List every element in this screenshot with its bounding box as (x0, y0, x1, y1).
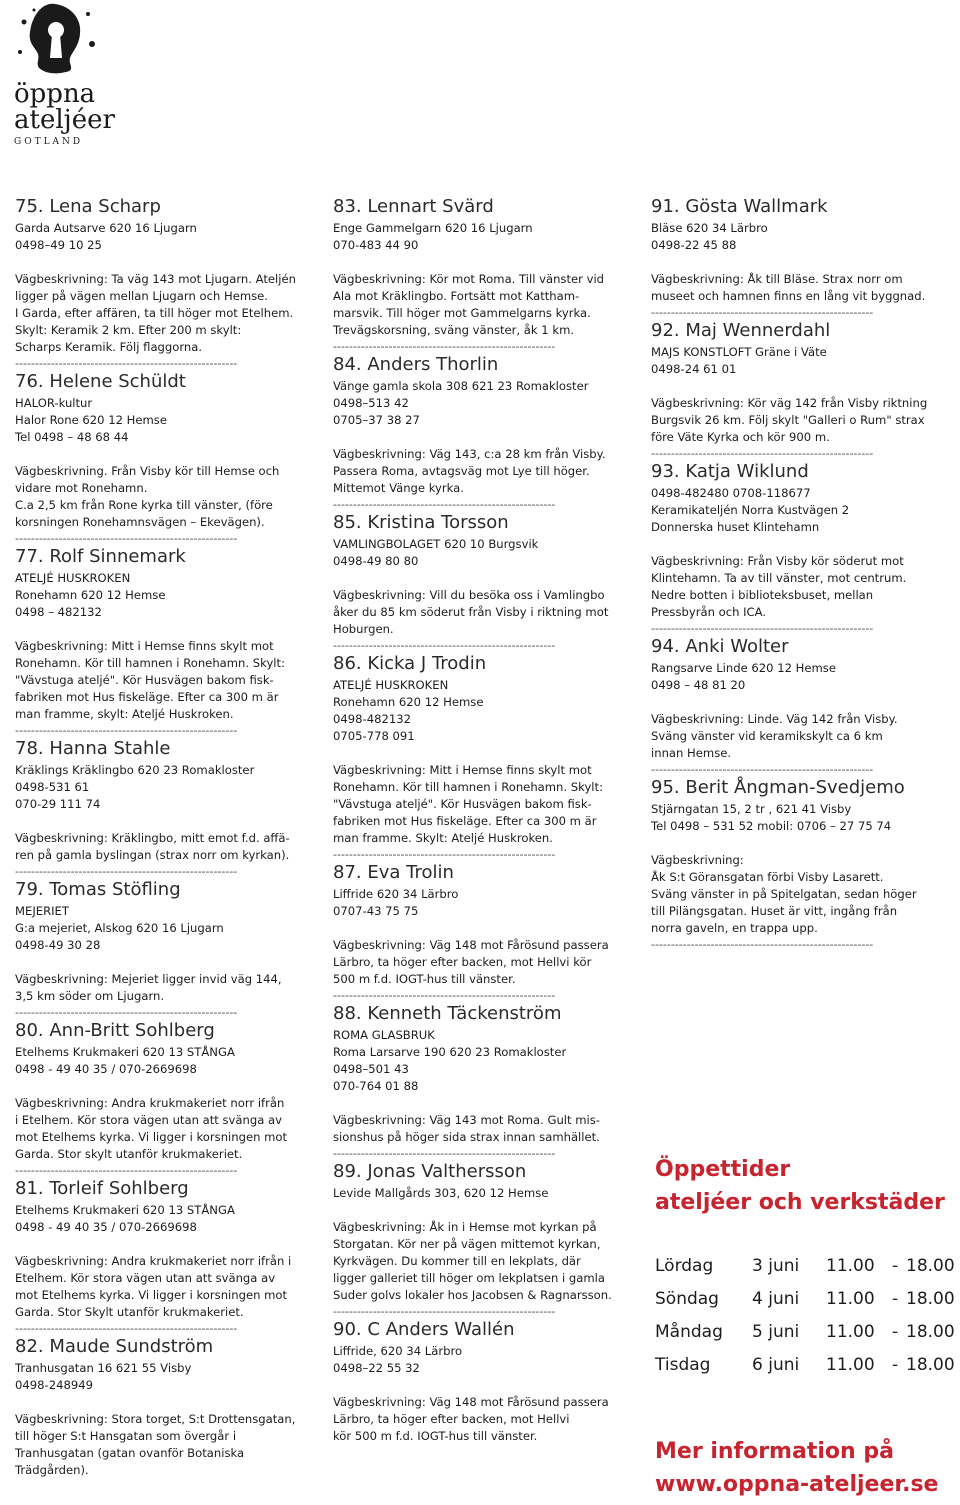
artist-heading: 93. Katja Wiklund (651, 461, 809, 482)
entry-line: kör 500 m f.d. IOGT-hus till vänster. (333, 1429, 538, 1443)
entry-line: 0707-43 75 75 (333, 904, 419, 918)
entry-line: 0498–49 10 25 (15, 238, 102, 252)
entry-line: Vägbeskrivning: Kör mot Roma. Till vänster vid (333, 272, 605, 286)
hours-day: Söndag (655, 1289, 719, 1309)
entry-line: marsvik. Till höger mot Gammelgarns kyrka. (333, 306, 591, 320)
entry-line: ligger på vägen mellan Ljugarn och Hemse. (15, 289, 268, 303)
entry-line: 0498-22 45 88 (651, 238, 737, 252)
entry-line: Vägbeskrivning: Väg 148 mot Fårösund passera (333, 938, 609, 952)
separator: -------------------------------------------------------- (333, 340, 556, 353)
separator: -------------------------------------------------------- (333, 639, 556, 652)
separator: -------------------------------------------------------- (651, 938, 874, 951)
entry-line: 0498–513 42 (333, 396, 409, 410)
entry-line: Levide Mallgårds 303, 620 12 Hemse (333, 1186, 549, 1200)
hours-date: 6 juni (752, 1355, 800, 1375)
entry-line: man framme. Skylt: Ateljé Huskroken. (333, 831, 553, 845)
entry-line: i Etelhem. Kör stora vägen utan att svänga av (15, 1113, 282, 1127)
entry-line: Pressbyrån och ICA. (651, 605, 767, 619)
entry-line: 070-483 44 90 (333, 238, 419, 252)
entry-line: museet och hamnen finns en lång vit byggnad. (651, 289, 926, 303)
entry-line: Klintehamn. Ta av till vänster, mot centrum. (651, 571, 907, 585)
artist-entry (333, 653, 623, 847)
artist-entry (333, 1161, 623, 1304)
entry-line: Suder golvs lokaler hos Jacobsen & Ragnarsson. (333, 1288, 612, 1302)
hours-dash: - (892, 1322, 899, 1342)
spacer (15, 254, 305, 271)
spacer (651, 694, 951, 711)
artist-entry (15, 738, 305, 864)
spacer (333, 1377, 623, 1394)
entry-line: ligger galleriet till höger om lekplatsen i gamla (333, 1271, 605, 1285)
artist-heading: 90. C Anders Wallén (333, 1319, 515, 1340)
entry-line: Etelhems Krukmakeri 620 13 STÅNGA (15, 1203, 235, 1217)
artist-entry (651, 461, 951, 621)
website-link[interactable]: www.oppna-ateljeer.se (655, 1472, 939, 1497)
spacer (333, 570, 623, 587)
artist-entry (333, 354, 623, 497)
entry-line: innan Hemse. (651, 746, 732, 760)
logo (0, 0, 140, 160)
entry-line: 0498-531 61 (15, 780, 90, 794)
entry-line: åker du 85 km söderut från Visby i riktning mot (333, 605, 609, 619)
artist-entry (333, 196, 623, 339)
entry-line: Ala mot Kräklingbo. Fortsätt mot Kattham- (333, 289, 580, 303)
artist-entry (651, 636, 951, 762)
separator: -------------------------------------------------------- (15, 865, 238, 878)
entry-line: 0498-49 30 28 (15, 938, 101, 952)
entry-line: 070-764 01 88 (333, 1079, 419, 1093)
entry-line: Etelhems Krukmakeri 620 13 STÅNGA (15, 1045, 235, 1059)
artist-entry (333, 1003, 623, 1146)
entry-line: 0498–22 55 32 (333, 1361, 420, 1375)
artist-heading: 79. Tomas Stöfling (15, 879, 181, 900)
hours-to: 18.00 (906, 1289, 955, 1309)
spacer (333, 254, 623, 271)
artist-heading: 82. Maude Sundström (15, 1336, 214, 1357)
column-3 (651, 196, 951, 952)
separator: -------------------------------------------------------- (651, 306, 874, 319)
artist-entry (15, 1336, 305, 1479)
hours-from: 11.00 (826, 1289, 875, 1309)
hours-dash: - (892, 1355, 899, 1375)
artist-heading: 88. Kenneth Täckenström (333, 1003, 562, 1024)
entry-line: Vägbeskrivning. Från Visby kör till Hemse och (15, 464, 280, 478)
hours-date: 3 juni (752, 1256, 800, 1276)
keyhole-splash-icon (10, 0, 100, 80)
separator: -------------------------------------------------------- (651, 763, 874, 776)
entry-line: Nedre botten i biblioteksbuset, mellan (651, 588, 874, 602)
entry-line: Vägbeskrivning: Från Visby kör söderut mot (651, 554, 904, 568)
entry-line: Scharps Keramik. Följ flaggorna. (15, 340, 203, 354)
entry-line: G:a mejeriet, Alskog 620 16 Ljugarn (15, 921, 224, 935)
artist-heading: 80. Ann-Britt Sohlberg (15, 1020, 215, 1041)
opening-hours-table (655, 1250, 960, 1382)
entry-line: Vägbeskrivning: Andra krukmakeriet norr ifrån i (15, 1254, 292, 1268)
artist-heading: 78. Hanna Stahle (15, 738, 171, 759)
entry-line: Garda. Stor skylt utanför krukmakeriet. (15, 1147, 243, 1161)
entry-line: 070-29 111 74 (15, 797, 101, 811)
entry-line: Donnerska huset Klintehamn (651, 520, 820, 534)
entry-line: fabriken mot Hus fiskeläge. Efter ca 300 m är (333, 814, 597, 828)
hours-row (655, 1316, 960, 1349)
entry-line: före Väte Kyrka och kör 900 m. (651, 430, 830, 444)
entry-line: till Pilängsgatan. Huset är vitt, ingång från (651, 904, 898, 918)
entry-line: I Garda, efter affären, ta till höger mot Etelhem. (15, 306, 294, 320)
separator: -------------------------------------------------------- (333, 989, 556, 1002)
hours-to: 18.00 (906, 1322, 955, 1342)
artist-entry (651, 320, 951, 446)
separator: -------------------------------------------------------- (333, 1305, 556, 1318)
artist-heading: 87. Eva Trolin (333, 862, 454, 883)
entry-line: Passera Roma, avtagsväg mot Lye till höger. (333, 464, 590, 478)
artist-heading: 94. Anki Wolter (651, 636, 789, 657)
opening-hours-title (655, 1153, 945, 1219)
artist-entry (333, 512, 623, 638)
entry-line: Tel 0498 – 531 52 mobil: 0706 – 27 75 74 (651, 819, 892, 833)
entry-line: korsningen Ronehamnsvägen – Ekevägen). (15, 515, 265, 529)
entry-line: Rangsarve Linde 620 12 Hemse (651, 661, 836, 675)
separator: -------------------------------------------------------- (333, 498, 556, 511)
spacer (333, 920, 623, 937)
entry-line: Mittemot Vänge kyrka. (333, 481, 464, 495)
spacer (15, 954, 305, 971)
separator: -------------------------------------------------------- (333, 1147, 556, 1160)
entry-line: ATELJÉ HUSKROKEN (15, 571, 131, 585)
entry-line: mot Etelhems kyrka. Vi ligger i korsningen mot (15, 1130, 288, 1144)
entry-line: Tel 0498 – 48 68 44 (15, 430, 129, 444)
entry-line: Ronehamn 620 12 Hemse (15, 588, 166, 602)
entry-line: fabriken mot Hus fiskeläge. Efter ca 300 m är (15, 690, 279, 704)
hours-row (655, 1283, 960, 1316)
entry-line: Ronehamn 620 12 Hemse (333, 695, 484, 709)
artist-entry (15, 371, 305, 531)
entry-line: MAJS KONSTLOFT Gräne i Väte (651, 345, 827, 359)
hours-dash: - (892, 1289, 899, 1309)
entry-line: Burgsvik 26 km. Följ skylt "Galleri o Rum" strax (651, 413, 925, 427)
entry-line: Vägbeskrivning: Åk in i Hemse mot kyrkan på (333, 1220, 597, 1234)
entry-line: 0705-778 091 (333, 729, 415, 743)
entry-line: Vägbeskrivning: Kör väg 142 från Visby riktning (651, 396, 928, 410)
artist-entry (333, 862, 623, 988)
entry-line: vidare mot Ronehamn. (15, 481, 148, 495)
opening-hours-title-line1: Öppettider (655, 1157, 791, 1182)
entry-line: Ronehamn. Kör till hamnen i Ronehamn. Skylt: (15, 656, 285, 670)
entry-line: "Vävstuga ateljé". Kör Husvägen bakom fisk- (15, 673, 274, 687)
artist-entry (15, 1178, 305, 1321)
entry-line: Vägbeskrivning: Ta väg 143 mot Ljugarn. Ateljén (15, 272, 296, 286)
entry-line: norra gaveln, en trappa upp. (651, 921, 818, 935)
entry-line: Sväng vänster vid keramikskylt ca 6 km (651, 729, 883, 743)
entry-line: ren på gamla byslingan (strax norr om kyrkan). (15, 848, 290, 862)
spacer (651, 835, 951, 852)
more-info (655, 1435, 938, 1501)
entry-line: 0498 – 482132 (15, 605, 102, 619)
entry-line: 0498 - 49 40 35 / 070-2669698 (15, 1220, 197, 1234)
entry-line: Liffride, 620 34 Lärbro (333, 1344, 463, 1358)
entry-line: Keramikateljén Norra Kustvägen 2 (651, 503, 850, 517)
entry-line: Sväng vänster in på Spitelgatan, sedan höger (651, 887, 917, 901)
spacer (15, 1394, 305, 1411)
artist-heading: 77. Rolf Sinnemark (15, 546, 186, 567)
entry-line: ROMA GLASBRUK (333, 1028, 435, 1042)
entry-line: ATELJÉ HUSKROKEN (333, 678, 449, 692)
entry-line: man framme, skylt: Ateljé Huskroken. (15, 707, 234, 721)
entry-line: Vägbeskrivning: Mitt i Hemse finns skylt mot (333, 763, 592, 777)
entry-line: Stjärngatan 15, 2 tr , 621 41 Visby (651, 802, 852, 816)
entry-line: Vägbeskrivning: Mitt i Hemse finns skylt mot (15, 639, 274, 653)
entry-line: 0498 - 49 40 35 / 070-2669698 (15, 1062, 197, 1076)
spacer (651, 378, 951, 395)
entry-line: Etelhem. Kör stora vägen utan att svänga av (15, 1271, 276, 1285)
artist-heading: 92. Maj Wennerdahl (651, 320, 831, 341)
entry-line: Hoburgen. (333, 622, 394, 636)
entry-line: 3,5 km söder om Ljugarn. (15, 989, 165, 1003)
separator: -------------------------------------------------------- (15, 1164, 238, 1177)
hours-day: Tisdag (655, 1355, 711, 1375)
spacer (651, 536, 951, 553)
separator: -------------------------------------------------------- (15, 724, 238, 737)
artist-entry (15, 1020, 305, 1163)
separator: -------------------------------------------------------- (15, 532, 238, 545)
entry-line: 0498-482132 (333, 712, 411, 726)
spacer (333, 1095, 623, 1112)
artist-heading: 86. Kicka J Trodin (333, 653, 487, 674)
entry-line: Vägbeskrivning: Vill du besöka oss i Vamlingbo (333, 588, 605, 602)
entry-line: Trevägskorsning, sväng vänster, åk 1 km. (333, 323, 575, 337)
entry-line: Vägbeskrivning: Väg 143 mot Roma. Gult mis- (333, 1113, 600, 1127)
spacer (651, 254, 951, 271)
artist-entry (15, 546, 305, 723)
entry-line: VAMLINGBOLAGET 620 10 Burgsvik (333, 537, 539, 551)
artist-heading: 85. Kristina Torsson (333, 512, 509, 533)
logo-word-gotland: GOTLAND (14, 137, 84, 147)
entry-line: Halor Rone 620 12 Hemse (15, 413, 167, 427)
hours-dash: - (892, 1256, 899, 1276)
separator: -------------------------------------------------------- (651, 447, 874, 460)
column-2 (333, 196, 623, 1445)
entry-line: 0705–37 38 27 (333, 413, 420, 427)
logo-word-ateljeer: ateljéer (14, 105, 115, 135)
artist-heading: 84. Anders Thorlin (333, 354, 499, 375)
entry-line: Vägbeskrivning: Stora torget, S:t Drottensgatan, (15, 1412, 296, 1426)
entry-line: Tranhusgatan 16 621 55 Visby (15, 1361, 192, 1375)
entry-line: Trädgården). (15, 1463, 89, 1477)
entry-line: Garda Autsarve 620 16 Ljugarn (15, 221, 197, 235)
entry-line: Vägbeskrivning: Kräklingbo, mitt emot f.d. affä- (15, 831, 290, 845)
logo-word-oppna: öppna (14, 79, 96, 109)
spacer (333, 429, 623, 446)
separator: -------------------------------------------------------- (15, 1006, 238, 1019)
artist-heading: 91. Gösta Wallmark (651, 196, 828, 217)
entry-line: 0498–501 43 (333, 1062, 409, 1076)
hours-date: 4 juni (752, 1289, 800, 1309)
opening-hours-title-line2: ateljéer och verkstäder (655, 1190, 945, 1215)
artist-heading: 95. Berit Ångman-Svedjemo (651, 777, 905, 798)
entry-line: Storgatan. Kör ner på vägen mittemot kyrkan, (333, 1237, 601, 1251)
entry-line: Tranhusgatan (gatan ovanför Botaniska (15, 1446, 245, 1460)
entry-line: Vägbeskrivning: (651, 853, 744, 867)
entry-line: Åk S:t Göransgatan förbi Visby Lasarett. (651, 870, 884, 884)
artist-heading: 75. Lena Scharp (15, 196, 161, 217)
hours-from: 11.00 (826, 1322, 875, 1342)
entry-line: Skylt: Keramik 2 km. Efter 200 m skylt: (15, 323, 242, 337)
separator: -------------------------------------------------------- (333, 848, 556, 861)
entry-line: HALOR-kultur (15, 396, 93, 410)
spacer (15, 813, 305, 830)
entry-line: "Vävstuga ateljé". Kör Husvägen bakom fisk- (333, 797, 592, 811)
column-1 (15, 196, 305, 1479)
entry-line: Vänge gamla skola 308 621 23 Romakloster (333, 379, 589, 393)
entry-line: Vägbeskrivning: Väg 143, c:a 28 km från Visby. (333, 447, 606, 461)
spacer (15, 621, 305, 638)
hours-to: 18.00 (906, 1256, 955, 1276)
entry-line: till höger S:t Hansgatan som övergår i (15, 1429, 237, 1443)
entry-line: Vägbeskrivning: Linde. Väg 142 från Visby. (651, 712, 898, 726)
entry-line: 0498 – 48 81 20 (651, 678, 746, 692)
spacer (15, 446, 305, 463)
artist-heading: 81. Torleif Sohlberg (15, 1178, 189, 1199)
entry-line: MEJERIET (15, 904, 69, 918)
entry-line: Kräklings Kräklingbo 620 23 Romakloster (15, 763, 255, 777)
entry-line: 0498-24 61 01 (651, 362, 737, 376)
artist-entry (651, 196, 951, 305)
artist-entry (15, 879, 305, 1005)
hours-day: Lördag (655, 1256, 714, 1276)
hours-from: 11.00 (826, 1256, 875, 1276)
entry-line: Ronehamn. Kör till hamnen i Ronehamn. Skylt: (333, 780, 603, 794)
entry-line: Vägbeskrivning: Väg 148 mot Fårösund passera (333, 1395, 609, 1409)
separator: -------------------------------------------------------- (651, 622, 874, 635)
spacer (15, 1078, 305, 1095)
artist-heading: 83. Lennart Svärd (333, 196, 494, 217)
entry-line: C.a 2,5 km från Rone kyrka till vänster, (före (15, 498, 273, 512)
entry-line: mot Etelhems kyrka. Vi ligger i korsningen mot (15, 1288, 288, 1302)
hours-row (655, 1250, 960, 1283)
entry-line: Lärbro, ta höger efter backen, mot Hellvi (333, 1412, 570, 1426)
entry-line: 0498-248949 (15, 1378, 93, 1392)
entry-line: 0498-482480 0708-118677 (651, 486, 811, 500)
artist-entry (651, 777, 951, 937)
hours-day: Måndag (655, 1322, 723, 1342)
entry-line: sionshus på höger sida strax innan samhället. (333, 1130, 600, 1144)
entry-line: Kyrkvägen. Du kommer till en lekplats, där (333, 1254, 581, 1268)
entry-line: 0498-49 80 80 (333, 554, 419, 568)
spacer (15, 1236, 305, 1253)
entry-line: Liffride 620 34 Lärbro (333, 887, 459, 901)
artist-heading: 89. Jonas Valthersson (333, 1161, 527, 1182)
spacer (333, 745, 623, 762)
hours-date: 5 juni (752, 1322, 800, 1342)
entry-line: Enge Gammelgarn 620 16 Ljugarn (333, 221, 533, 235)
entry-line: Vägbeskrivning: Mejeriet ligger invid väg 144, (15, 972, 282, 986)
hours-to: 18.00 (906, 1355, 955, 1375)
artist-entry (333, 1319, 623, 1445)
hours-row (655, 1349, 960, 1382)
entry-line: Vägbeskrivning: Andra krukmakeriet norr ifrån (15, 1096, 285, 1110)
spacer (333, 1202, 623, 1219)
entry-line: Lärbro, ta höger efter backen, mot Hellvi kör (333, 955, 592, 969)
entry-line: Garda. Stor Skylt utanför krukmakeriet. (15, 1305, 244, 1319)
entry-line: Roma Larsarve 190 620 23 Romakloster (333, 1045, 567, 1059)
entry-line: Bläse 620 34 Lärbro (651, 221, 768, 235)
separator: -------------------------------------------------------- (15, 357, 238, 370)
artist-entry (15, 196, 305, 356)
hours-from: 11.00 (826, 1355, 875, 1375)
more-info-label: Mer information på (655, 1439, 894, 1464)
entry-line: Vägbeskrivning: Åk till Bläse. Strax norr om (651, 272, 903, 286)
entry-line: 500 m f.d. IOGT-hus till vänster. (333, 972, 516, 986)
artist-heading: 76. Helene Schüldt (15, 371, 186, 392)
separator: -------------------------------------------------------- (15, 1322, 238, 1335)
